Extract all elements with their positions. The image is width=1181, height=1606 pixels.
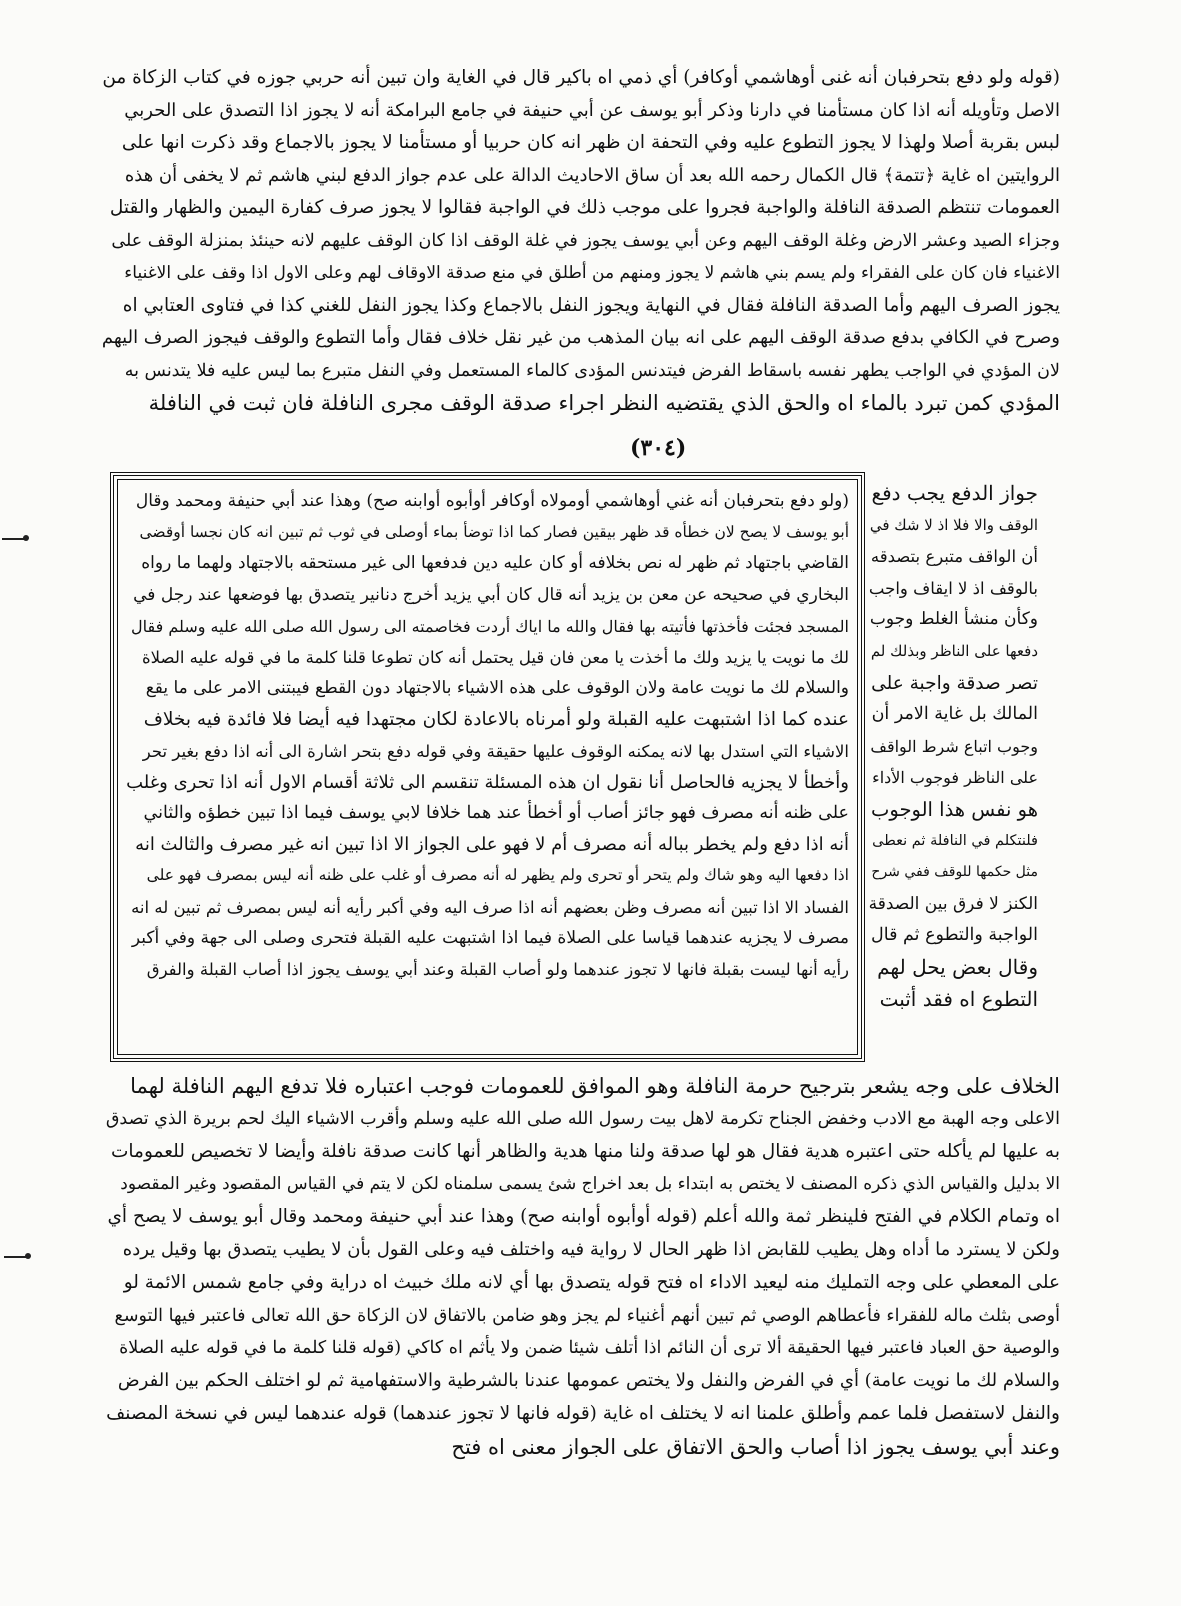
side-margin-commentary bbox=[868, 478, 1038, 1015]
text-line: والنفل لاستفصل فلما عمم وأطلق علمنا انه لا يختلف اه غاية (قوله فانها لا تجوز عندهما) قوله عندهما ليس في نسخة المصنف bbox=[106, 1402, 1060, 1424]
text-line: الفساد الا اذا تبين أنه مصرف وظن بعضهم أنه اذا صرف اليه وفي أكبر رأيه أنه ليس بمصرف ثم تبين له انه bbox=[131, 897, 849, 917]
text-line: المالك بل غاية الامر أن bbox=[871, 704, 1038, 725]
text-line: ولكن لا يسترد ما أداه وهل يطيب للقابض اذا ظهر الحال لا رواية فيه واختلف فيه وعلى القول بأن لا يطيب يتصدق بها وقيل يرده bbox=[122, 1238, 1060, 1260]
text-line: لان المؤدي في الواجب يطهر نفسه باسقاط الفرض فيتدنس المؤدى كالماء المستعمل وفي النفل متبرع بما ليس عليه فلا يتدنس به bbox=[124, 360, 1060, 381]
text-line: مثل حكمها للوقف ففي شرح bbox=[871, 864, 1038, 881]
text-line: وعند أبي يوسف يجوز اذا أصاب والحق الاتفاق على الجواز معنى اه فتح bbox=[451, 1434, 1060, 1459]
text-line: وجزاء الصيد وعشر الارض وغلة الوقف اليهم وعن أبي يوسف يجوز في غلة الوقف اذا كان الوقف عليهم لانه حينئذ بمنزلة الوقف على bbox=[111, 230, 1060, 251]
text-line: (ولو دفع بتحرفبان أنه غني أوهاشمي أومولاه أوكافر أوأبوه أوابنه صح) وهذا عند أبي حنيفة ومحمد وقال bbox=[135, 491, 849, 511]
text-line: أوصى بثلث ماله للفقراء فأعطاهم الوصي ثم تبين أنهم أغنياء لم يجز وهو ضامن بالاتفاق لان الزكاة حق الله تعالى فاعتبر فيها التوسع bbox=[114, 1305, 1060, 1326]
text-line: رأيه أنها ليست بقبلة فانها لا تجوز عندهما ولو أصاب القبلة وعند أبي يوسف يجوز اذا أصاب القبلة والفرق bbox=[146, 960, 849, 980]
text-line: الاشياء التي استدل بها لانه يمكنه الوقوف عليها حقيقة وفي قوله دفع بتحر اشارة الى أنه اذا دفع بغير تحر bbox=[142, 741, 849, 761]
binding-mark bbox=[4, 1256, 28, 1258]
text-line: والسلام لك ما نويت عامة ولان الوقوف على هذه الاشياء بالاجتهاد دون القطع فيبتنى الامر على ما يقع bbox=[145, 678, 849, 699]
main-text bbox=[126, 486, 849, 985]
text-line: بالوقف اذ لا ايقاف واجب bbox=[868, 578, 1038, 598]
text-line: يجوز الصرف اليهم وأما الصدقة النافلة فقال في النهاية ويجوز النفل بالاجماع وكذا يجوز النفل للغني كذا في فتاوى العتابي اه bbox=[122, 294, 1060, 316]
text-line: وكأن منشأ الغلط وجوب bbox=[869, 609, 1038, 630]
text-line: لبس بقربة أصلا ولهذا لا يجوز التطوع عليه وفي التحفة ان ظهر انه كان حربيا أو مستأمنا لا يجوز بالاجماع وقد ذكرت انها على bbox=[121, 132, 1060, 153]
text-line: العمومات تنتظم الصدقة النافلة والواجبة فجروا على موجب ذلك في الواجبة فقالوا لا يجوز صرف كفارة اليمين والظهار والقتل bbox=[109, 197, 1060, 218]
text-line: عنده كما اذا اشتبهت عليه القبلة ولو أمرناه بالاعادة لكان مجتهدا فيه أيضا فلا فائدة فيه بخلاف bbox=[143, 709, 849, 731]
text-line: وصرح في الكافي بدفع صدقة الوقف اليهم على انه بيان المذهب من غير نقل خلاف فقال وأما التطوع والوقف فيجوز الصرف اليهم bbox=[101, 327, 1060, 348]
text-line: على ظنه أنه مصرف فهو جائز أصاب أو أخطأ عند هما خلافا لابي يوسف فيما اذا تبين خطؤه والثاني bbox=[143, 803, 849, 824]
text-line: على المعطي على وجه التمليك منه ليعيد الاداء اه فتح قوله يتصدق بها أي لانه ملك خبيث اه دراية وفي جامع شمس الائمة لو bbox=[123, 1271, 1060, 1293]
text-line: والسلام لك ما نويت عامة) أي في الفرض والنفل ولا يختص عمومها عندنا بالشرطية والاستفهامية ثم لو اختلف الحكم بين الفرض bbox=[117, 1370, 1060, 1392]
main-text-frame bbox=[110, 472, 865, 1062]
text-line: وقال بعض يحل لهم bbox=[877, 954, 1038, 979]
text-line: (قوله ولو دفع بتحرفبان أنه غنى أوهاشمي أوكافر) أي ذمي اه باكير قال في الغاية وان تبين أنه حربي جوزه في كتاب الزكاة من bbox=[102, 67, 1060, 88]
text-line: جواز الدفع يجب دفع bbox=[871, 481, 1038, 505]
top-commentary bbox=[100, 62, 1060, 420]
text-line: الواجبة والتطوع ثم قال bbox=[871, 925, 1038, 946]
text-line: أبو يوسف لا يصح لان خطأه قد ظهر بيقين فصار كما اذا توضأ بماء أوصلى في ثوب ثم تبين انه كان نجسا أوقضى bbox=[139, 523, 849, 542]
text-line: دفعها على الناظر وبذلك لم bbox=[870, 641, 1038, 660]
bottom-commentary bbox=[100, 1070, 1060, 1464]
text-line: وأخطأ لا يجزيه فالحاصل أنا نقول ان هذه المسئلة تنقسم الى ثلاثة أقسام الاول أنه اذا تحرى وغلب bbox=[126, 771, 849, 793]
text-line: مصرف لا يجزيه عندهما قياسا على الصلاة فيما اذا اشتبهت عليه القبلة فتحرى وصلى الى جهة وفي أكبر bbox=[131, 927, 849, 948]
text-line: فلنتكلم في النافلة ثم نعطى bbox=[872, 832, 1038, 849]
text-line: المؤدي كمن تبرد بالماء اه والحق الذي يقتضيه النظر اجراء صدقة الوقف مجرى النافلة فان ثبت في النافلة bbox=[148, 391, 1060, 415]
page-number: (٣٠٤) bbox=[630, 435, 687, 461]
text-line: به عليها لم يأكله حتى اعتبره هدية فقال هو لها صدقة ولنا منها هدية والظاهر أنها كانت صدقة نافلة وأيضا لا تخصيص للعمومات bbox=[111, 1140, 1060, 1162]
text-line: الا بدليل والقياس الذي ذكره المصنف لا يختص به ابتداء بل بعد اخراج شئ يسمى سلمناه لكن لا يتم في القياس المقصود وغير المقصود bbox=[120, 1174, 1060, 1195]
text-line: وجوب اتباع شرط الواقف bbox=[870, 736, 1038, 756]
text-line: القاضي باجتهاد ثم ظهر له نص بخلافه أو كان عليه دين فدفعها الى غير مستحقه بالاجتهاد ولهما ما رواه bbox=[141, 553, 849, 574]
text-line: هو نفس هذا الوجوب bbox=[871, 797, 1038, 821]
text-line: على الناظر فوجوب الأداء bbox=[872, 768, 1038, 788]
text-line: تصر صدقة واجبة على bbox=[871, 672, 1038, 694]
text-line: اه وتمام الكلام في الفتح فلينظر ثمة والله أعلم (قوله أوأبوه أوابنه صح) وهذا عند أبي حنيفة ومحمد وقال أبو يوسف لا يصح أي bbox=[107, 1206, 1060, 1228]
text-line: الكنز لا فرق بين الصدقة bbox=[868, 893, 1038, 914]
text-line: الروايتين اه غاية ﴿تتمة﴾ قال الكمال رحمه الله بعد أن ساق الاحاديث الدالة على عدم جواز الدفع لبني هاشم ثم لا يخفى أن هذه bbox=[124, 164, 1060, 186]
text-line: والوصية حق العباد فاعتبر فيها الحقيقة ألا ترى أن النائم اذا أتلف شيئا ضمن ولا يأثم اه كاكي (قوله قلنا كلمة ما في قوله عليه الصلاة bbox=[119, 1338, 1060, 1359]
text-line: الاصل وتأويله أنه اذا كان مستأمنا في دارنا وذكر أبو يوسف عن أبي حنيفة في جامع البرامكة أنه لا يجوز اذا التصدق على الحربي bbox=[124, 99, 1060, 121]
text-line: الوقف والا فلا اذ لا شك في bbox=[869, 515, 1038, 534]
text-line: الاغنياء فان كان على الفقراء ولم يسم بني هاشم لا يجوز ومنهم من أطلق في منع صدقة الاوقاف لهم وعلى الاول اذا وقف على الاغنياء bbox=[124, 263, 1060, 283]
text-line: لك ما نويت يا يزيد ولك ما أخذت يا معن فان قيل يحتمل أنه كان تطوعا قلنا كلمة ما في قوله عليه الصلاة bbox=[142, 648, 849, 668]
text-line: أن الواقف متبرع بتصدقه bbox=[870, 547, 1038, 567]
binding-mark bbox=[2, 538, 26, 540]
text-line: المسجد فجئت فأخذتها فأتيته بها فقال والله ما اياك أردت فخاصمته الى رسول الله صلى الله عليه وسلم فقال bbox=[131, 616, 849, 636]
text-line: اذا دفعها اليه وهو شاك ولم يتحر أو تحرى ولم يظهر له أنه مصرف أو غلب على ظنه أنه ليس بمصرف فهو على bbox=[146, 866, 849, 885]
text-line: الاعلى وجه الهبة مع الادب وخفض الجناح تكرمة لاهل بيت رسول الله صلى الله عليه وسلم وأقرب الاشياء اليك لحم بريرة الذي تصدق bbox=[105, 1108, 1060, 1129]
text-line: أنه اذا دفع ولم يخطر بباله أنه مصرف أم لا فهو على الجواز الا اذا تبين انه غير مصرف والثالث انه bbox=[135, 834, 849, 856]
text-line: البخاري في صحيحه عن معن بن يزيد أنه قال كان أبي يزيد أخرج دنانير يتصدق بها فوضعها عند رجل في bbox=[133, 584, 849, 605]
text-line: التطوع اه فقد أثبت bbox=[879, 986, 1038, 1011]
text-line: الخلاف على وجه يشعر بترجيح حرمة النافلة وهو الموافق للعمومات فوجب اعتباره فلا تدفع اليهم النافلة لهما bbox=[130, 1074, 1060, 1098]
